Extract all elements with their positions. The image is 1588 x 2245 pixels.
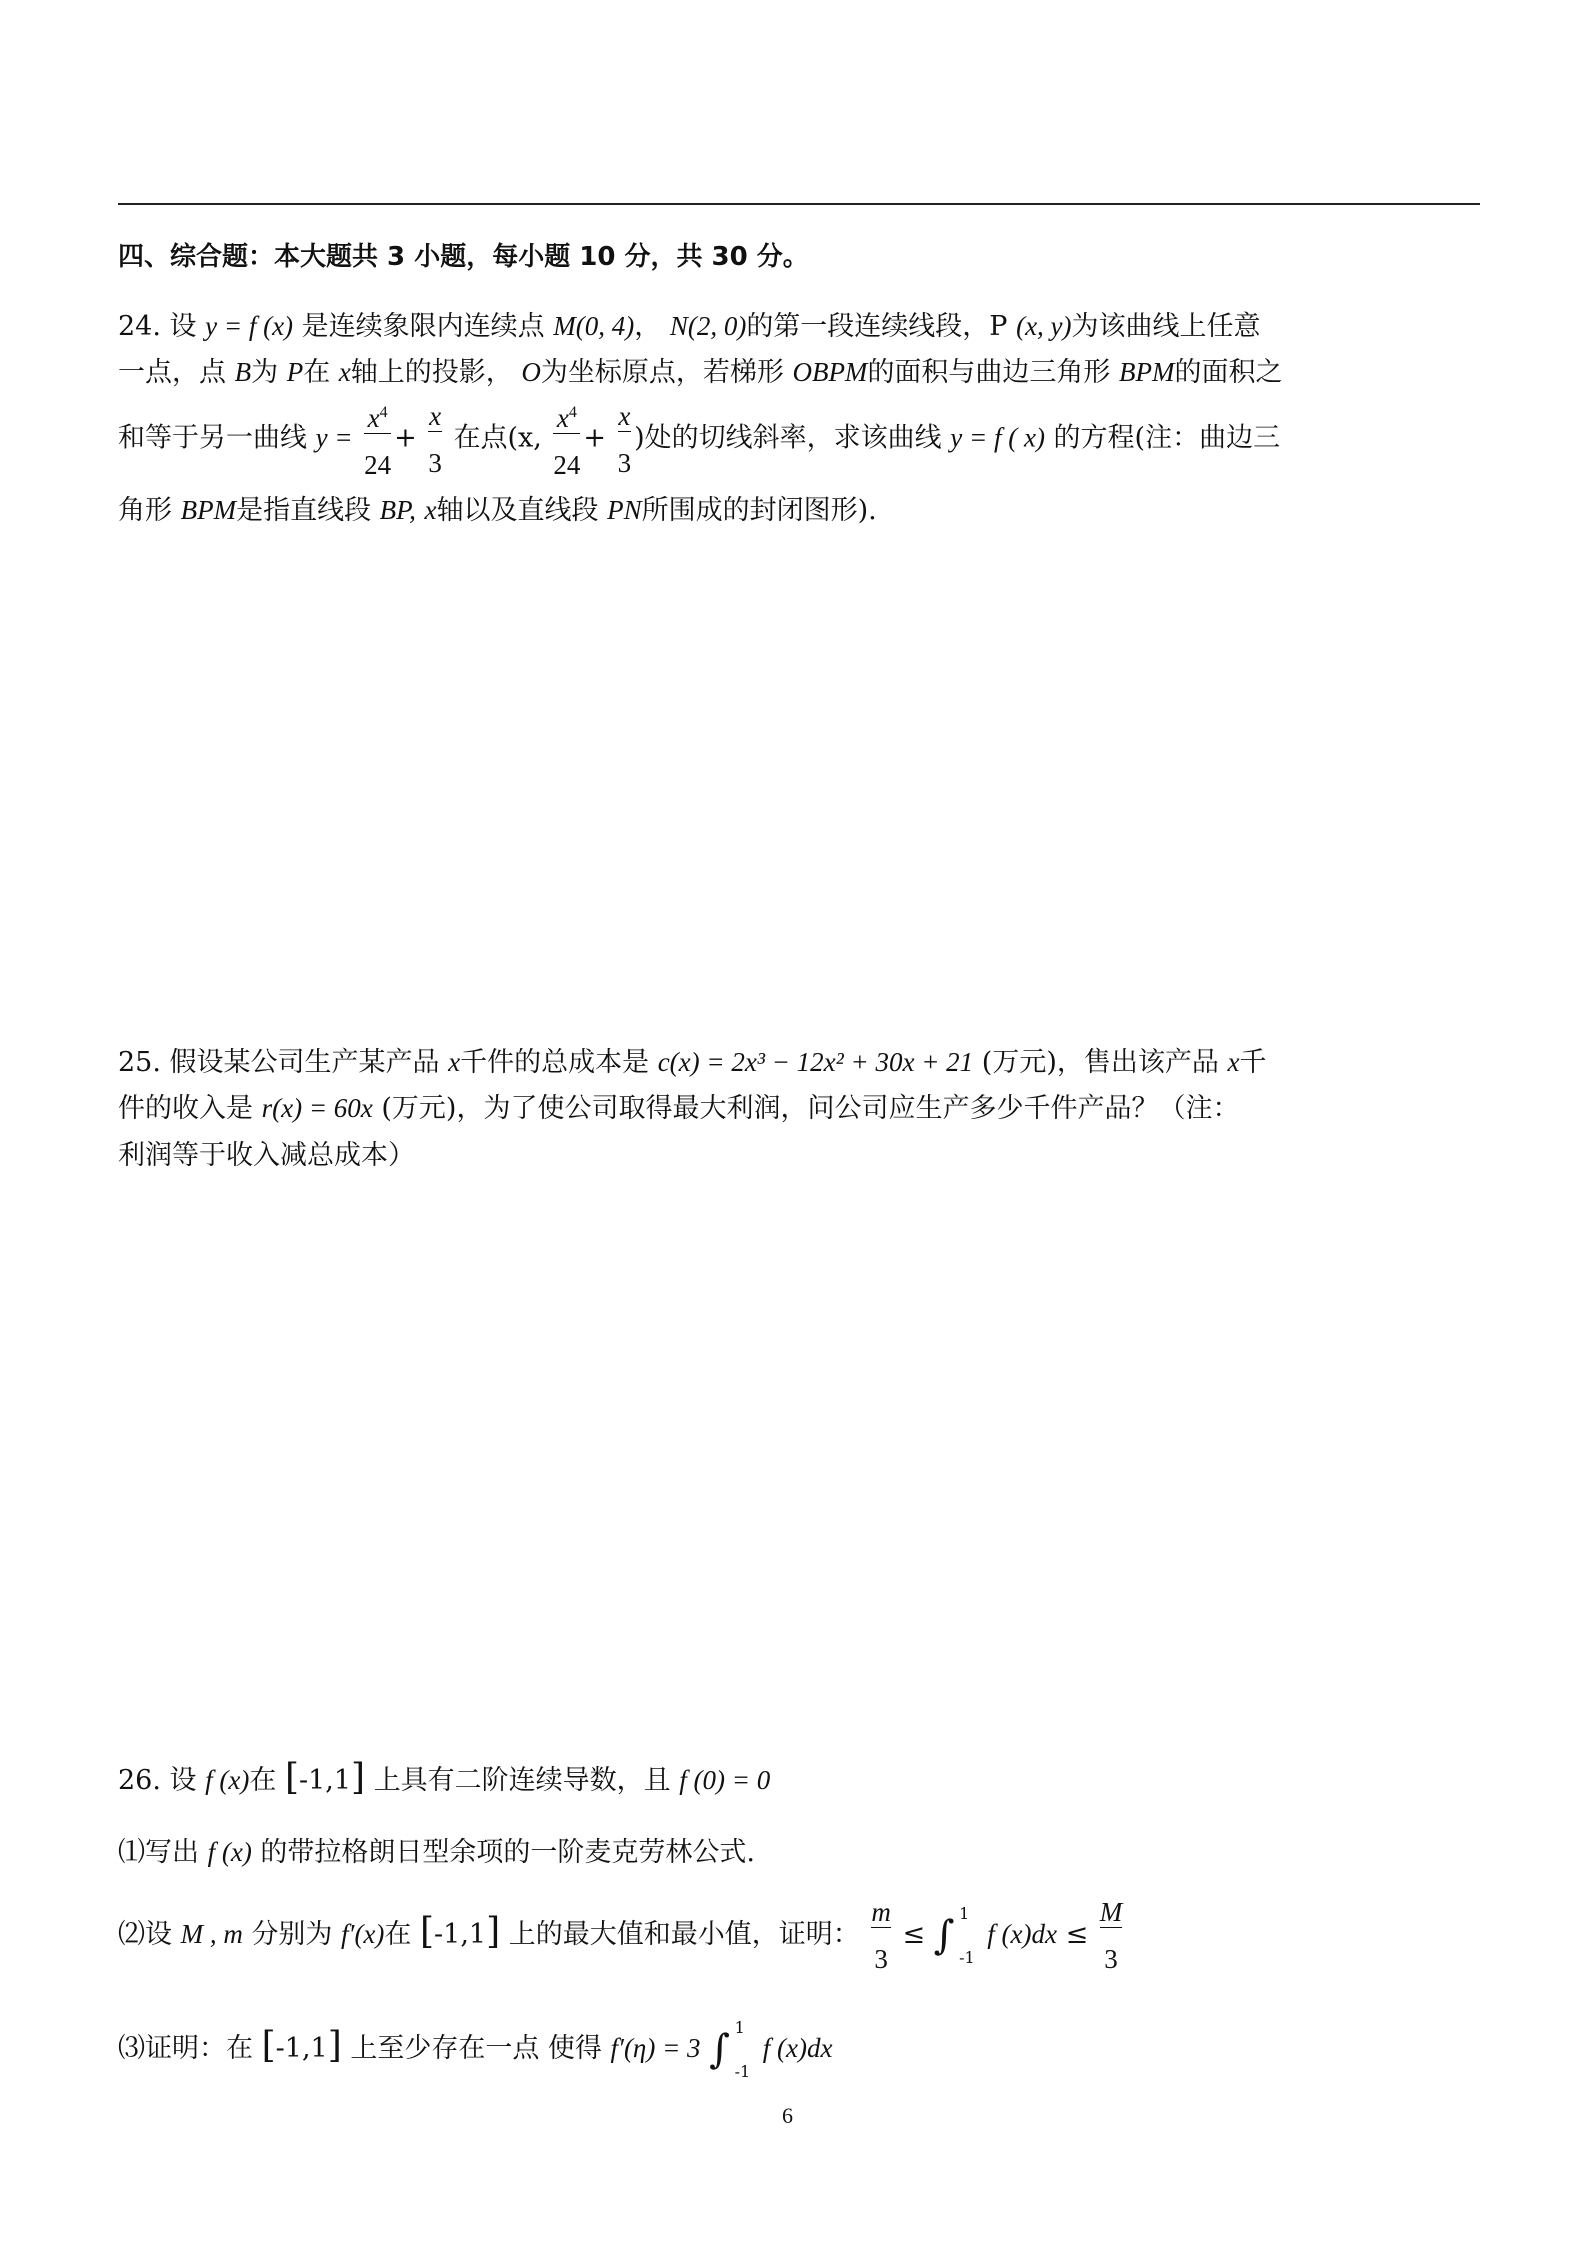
q24-line-3: 和等于另一曲线 y = $\frac{x^4}{24}$ + $\frac{x}{3}$ 在点(x, $\frac{x^4}{24}$ + $\frac{x}{3}$ )处的切线斜率，求该曲线 y = f ( x) 的方程(注：曲边三 xyxy=(118,398,1280,480)
fraction-x4-24: $\frac{x^4}{24}$ xyxy=(364,403,392,480)
q25-line-2: 件的收入是 r(x) = 60x (万元)，为了使公司取得最大利润，问公司应生产多少千件产品？（注： xyxy=(118,1093,1240,1124)
q24-line-2: 一点，点 B为 P在 x轴上的投影， O为坐标原点，若梯形 OBPM的面积与曲边三角形 BPM的面积之 xyxy=(118,357,1283,388)
integral-sign: ∫ xyxy=(933,1912,955,1959)
q26-part-3: ⑶证明：在 [-1,1] 上至少存在一点 使得 f′(η) = 3 ∫ 1 -1 f (x)dx xyxy=(118,2017,833,2081)
integral-limits: 1 -1 xyxy=(959,1903,975,1967)
integral-sign-2: ∫ xyxy=(709,2026,730,2073)
fraction-x-3: $\frac{x}{3}$ xyxy=(428,400,442,478)
header-rule xyxy=(118,203,1480,205)
section-heading: 四、综合题：本大题共 3 小题，每小题 10 分，共 30 分。 xyxy=(118,242,809,272)
q26-part-1: ⑴写出 f (x) 的带拉格朗日型余项的一阶麦克劳林公式. xyxy=(118,1837,755,1868)
q25-line-3: 利润等于收入减总成本） xyxy=(118,1140,415,1171)
fraction-x4-24-b: $\frac{x^4}{24}$ xyxy=(553,403,581,480)
q25-line-1: 25. 假设某公司生产某产品 x千件的总成本是 c(x) = 2x³ − 12x² + 30x + 21 (万元)，售出该产品 x千 xyxy=(118,1047,1267,1078)
q24-line-1: 24. 设 y = f (x) 是连续象限内连续点 M(0, 4)， N(2, 0)的第一段连续线段，P (x, y)为该曲线上任意 xyxy=(118,311,1261,342)
fraction-x-3-b: $\frac{x}{3}$ xyxy=(617,400,632,478)
page-number: 6 xyxy=(782,2103,793,2128)
q26-part-2: ⑵设 M , m 分别为 f′(x)在 [-1,1] 上的最大值和最小值，证明： $\frac{m}{3}$ ≤ ∫ 1 -1 f (x)dx ≤ $\frac{M}{3}$ xyxy=(118,1897,1123,1974)
q24-line-4: 角形 BPM是指直线段 BP, x轴以及直线段 PN所围成的封闭图形). xyxy=(118,495,877,526)
fraction-M-3: $\frac{M}{3}$ xyxy=(1099,1897,1123,1974)
integral-limits-2: 1 -1 xyxy=(734,2017,751,2081)
q26-line-1: 26. 设 f (x)在 [-1,1] 上具有二阶连续导数，且 f (0) = 0 xyxy=(118,1757,771,1798)
fraction-m-3: $\frac{m}{3}$ xyxy=(871,1897,891,1974)
